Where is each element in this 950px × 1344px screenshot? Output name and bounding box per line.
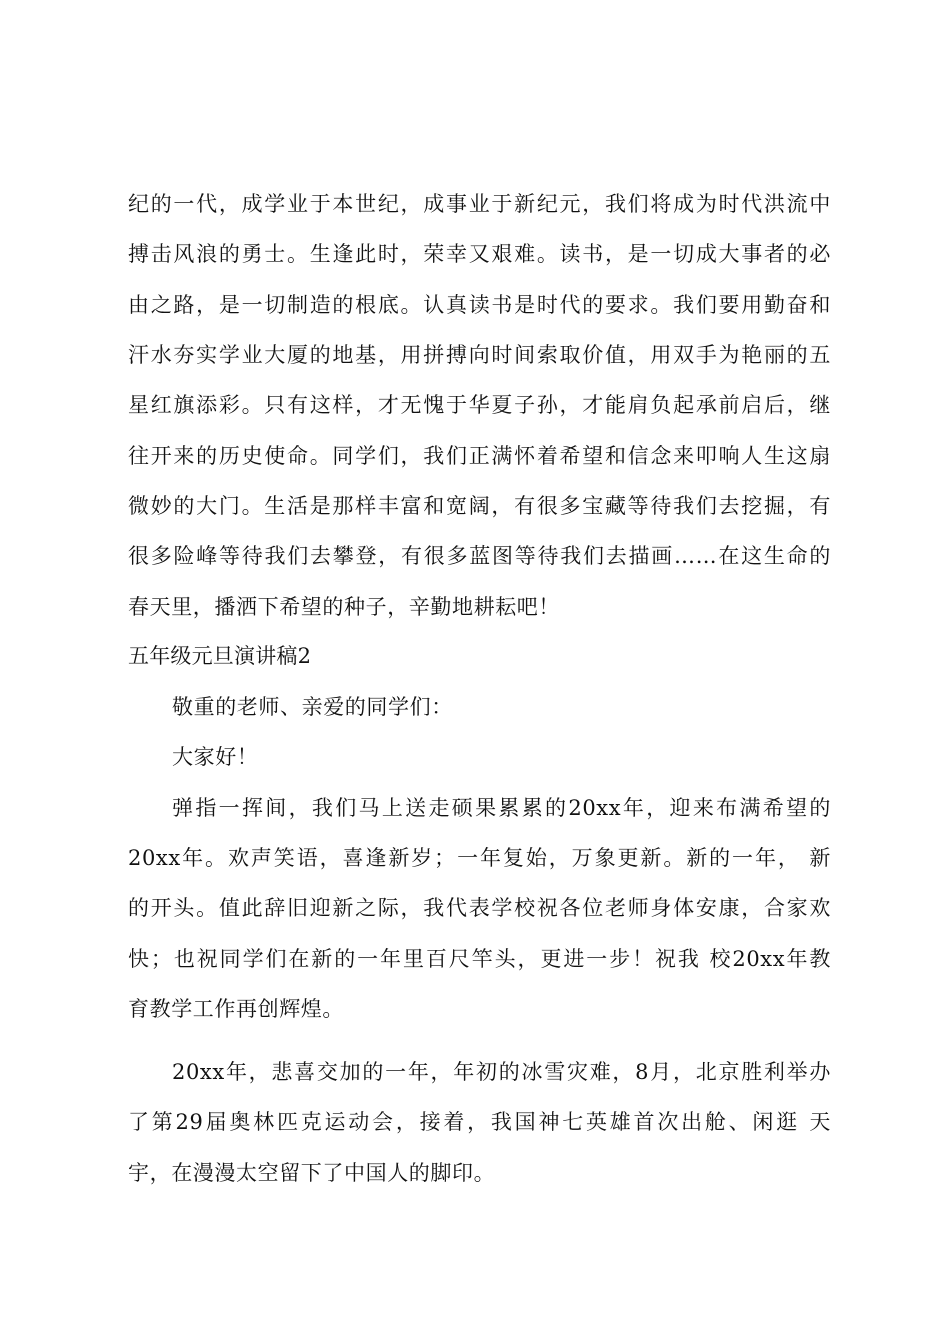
- paragraph-1-line-8: 很多险峰等待我们去攀登，有很多蓝图等待我们去描画……在这生命的: [128, 544, 831, 568]
- paragraph-2-line-2: 20xx年。欢声笑语，喜逢新岁；一年复始，万象更新。新的一年， 新: [128, 846, 831, 870]
- paragraph-2-line-5: 育教学工作再创辉煌。: [128, 997, 344, 1021]
- paragraph-1-line-2: 搏击风浪的勇士。生逢此时，荣幸又艰难。读书，是一切成大事者的必: [128, 242, 831, 266]
- salutation: 敬重的老师、亲爱的同学们：: [172, 695, 453, 719]
- paragraph-2-line-4: 快；也祝同学们在新的一年里百尺竿头，更进一步！祝我 校20xx年教: [128, 947, 831, 971]
- paragraph-1-line-1: 纪的一代，成学业于本世纪，成事业于新纪元，我们将成为时代洪流中: [128, 192, 831, 216]
- paragraph-3-line-3: 宇，在漫漫太空留下了中国人的脚印。: [128, 1161, 496, 1185]
- section-title: 五年级元旦演讲稿2: [128, 644, 312, 668]
- paragraph-1-line-9: 春天里，播洒下希望的种子，辛勤地耕耘吧！: [128, 595, 560, 619]
- paragraph-1-line-7: 微妙的大门。生活是那样丰富和宽阔，有很多宝藏等待我们去挖掘，有: [128, 494, 831, 518]
- paragraph-2-line-1: 弹指一挥间，我们马上送走硕果累累的20xx年，迎来布满希望的: [172, 796, 831, 820]
- paragraph-1-line-3: 由之路，是一切制造的根底。认真读书是时代的要求。我们要用勤奋和: [128, 293, 831, 317]
- paragraph-1-line-6: 往开来的历史使命。同学们，我们正满怀着希望和信念来叩响人生这扇: [128, 444, 831, 468]
- paragraph-3-line-2: 了第29届奥林匹克运动会，接着，我国神七英雄首次出舱、闲逛 天: [128, 1110, 831, 1134]
- greeting: 大家好！: [172, 745, 259, 769]
- paragraph-1-line-5: 星红旗添彩。只有这样，才无愧于华夏子孙，才能肩负起承前启后，继: [128, 393, 831, 417]
- paragraph-3-line-1: 20xx年，悲喜交加的一年，年初的冰雪灾难，8月，北京胜利举办: [172, 1060, 831, 1084]
- paragraph-2-line-3: 的开头。值此辞旧迎新之际，我代表学校祝各位老师身体安康，合家欢: [128, 896, 831, 920]
- paragraph-1-line-4: 汗水夯实学业大厦的地基，用拼搏向时间索取价值，用双手为艳丽的五: [128, 343, 831, 367]
